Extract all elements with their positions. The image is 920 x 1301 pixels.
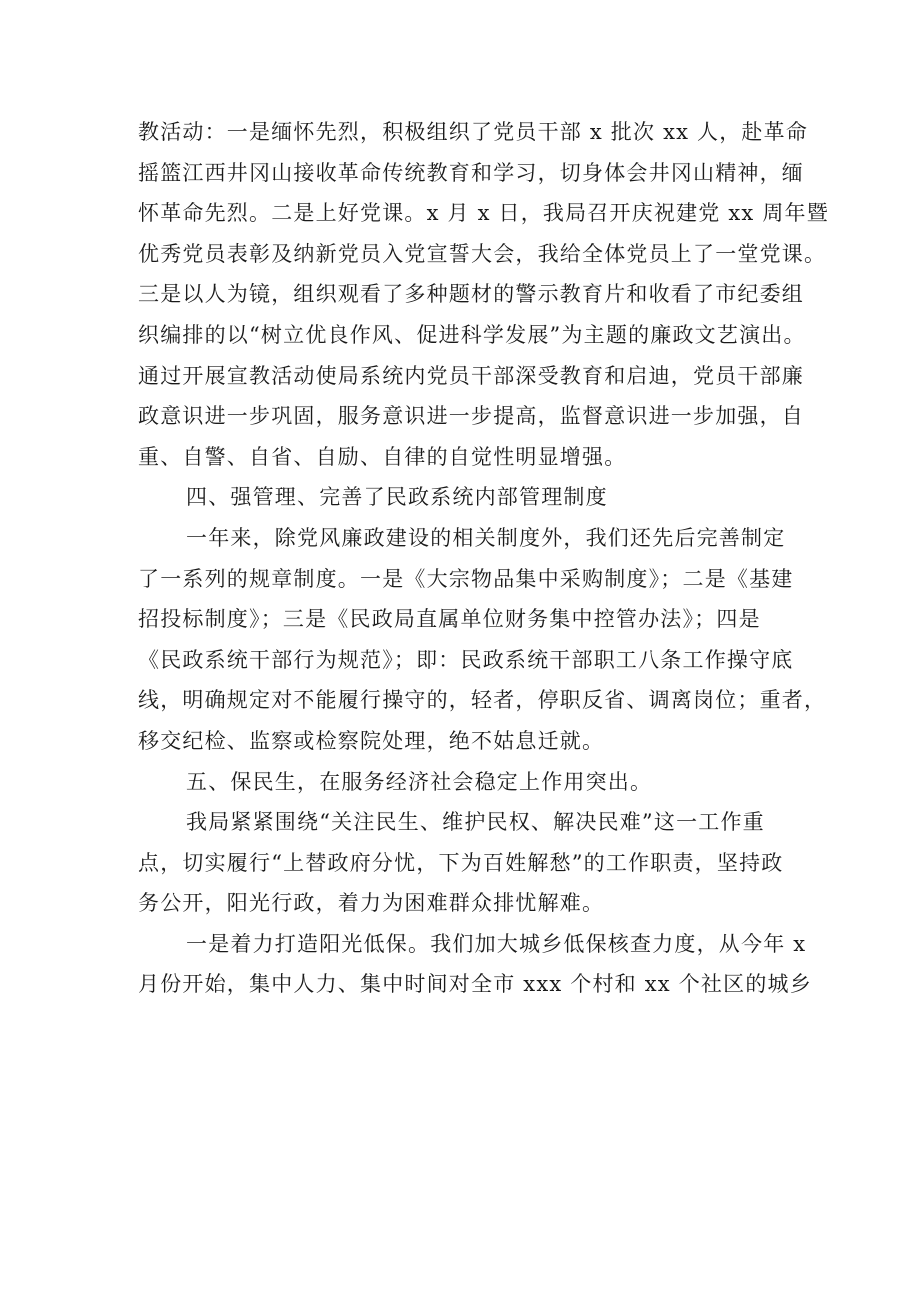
text-line: 点，切实履行“上替政府分忧，下为百姓解愁”的工作职责，坚持政 xyxy=(138,850,784,875)
text-line: 了一系列的规章制度。一是《大宗物品集中采购制度》；二是《基建 xyxy=(138,566,794,591)
text-line: 织编排的以“树立优良作风、促进科学发展”为主题的廉政文艺演出。 xyxy=(138,322,806,347)
text-line: 重、自警、自省、自励、自律的自觉性明显增强。 xyxy=(138,444,627,469)
text-line: 移交纪检、监察或检察院处理，绝不姑息迁就。 xyxy=(138,728,605,753)
document-body xyxy=(138,112,829,1005)
text-line: 摇篮江西井冈山接收革命传统教育和学习，切身体会井冈山精神，缅 xyxy=(138,160,804,185)
paragraph-start: 一年来，除党风廉政建设的相关制度外，我们还先后完善制定 xyxy=(186,525,786,550)
text-line: 月份开始，集中人力、集中时间对全市 xxx 个村和 xx 个社区的城乡 xyxy=(138,972,812,997)
text-line: 优秀党员表彰及纳新党员入党宣誓大会，我给全体党员上了一堂党课。 xyxy=(138,241,827,266)
text-line: 《民政系统干部行为规范》；即：民政系统干部职工八条工作操守底 xyxy=(138,647,794,672)
text-line: 怀革命先烈。二是上好党课。x 月 x 日，我局召开庆祝建党 xx 周年暨 xyxy=(138,201,829,226)
section-heading: 五、保民生，在服务经济社会稳定上作用突出。 xyxy=(186,769,653,794)
text-line: 政意识进一步巩固，服务意识进一步提高，监督意识进一步加强，自 xyxy=(138,404,804,429)
text-line: 线，明确规定对不能履行操守的，轻者，停职反省、调离岗位；重者， xyxy=(138,688,827,713)
text-line: 教活动：一是缅怀先烈，积极组织了党员干部 x 批次 xx 人，赴革命 xyxy=(138,120,809,144)
paragraph-start: 一是着力打造阳光低保。我们加大城乡低保核查力度，从今年 x xyxy=(186,931,807,956)
paragraph-start: 我局紧紧围绕“关注民生、维护民权、解决民难”这一工作重 xyxy=(186,810,765,835)
text-line: 招投标制度》；三是《民政局直属单位财务集中控管办法》；四是 xyxy=(138,607,761,632)
section-heading: 四、强管理、完善了民政系统内部管理制度 xyxy=(186,485,608,510)
text-line: 通过开展宣教活动使局系统内党员干部深受教育和启迪，党员干部廉 xyxy=(138,363,804,388)
text-line: 三是以人为镜，组织观看了多种题材的警示教育片和收看了市纪委组 xyxy=(138,282,804,307)
text-line: 务公开，阳光行政，着力为困难群众排忧解难。 xyxy=(138,891,605,916)
